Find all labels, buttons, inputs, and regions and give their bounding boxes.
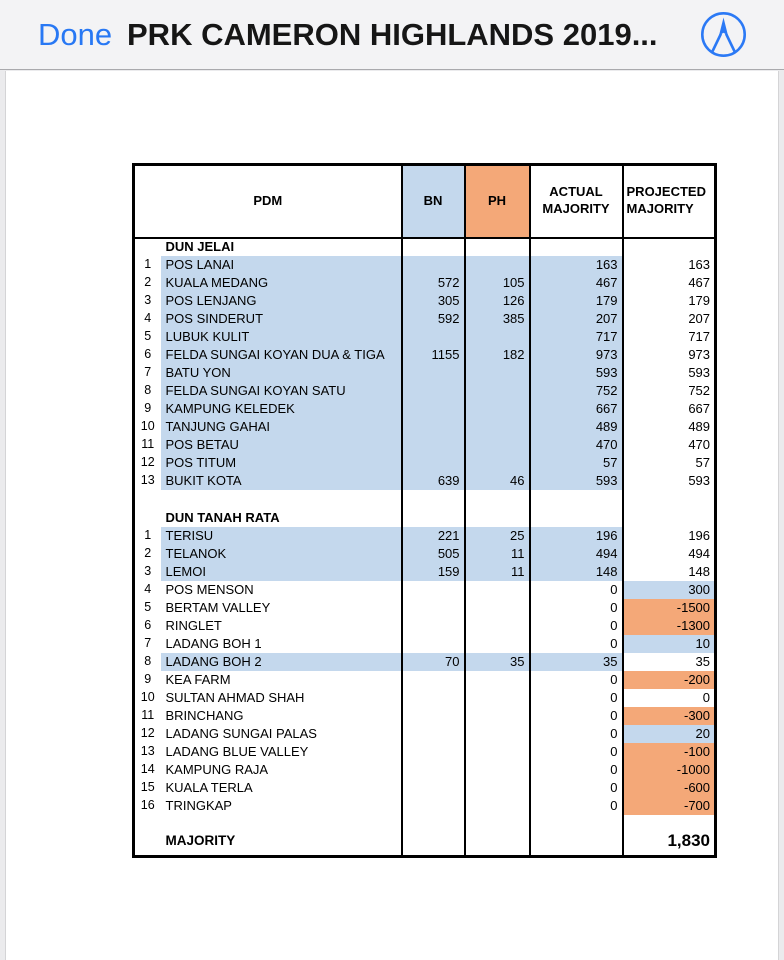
table-row bbox=[134, 653, 716, 671]
actual-value: 0 bbox=[530, 599, 623, 617]
actual-value: 0 bbox=[530, 779, 623, 797]
row-num: 3 bbox=[144, 563, 152, 578]
bn-value bbox=[402, 364, 465, 382]
row-num: 12 bbox=[140, 454, 155, 469]
row-num: 6 bbox=[144, 346, 152, 361]
row-num: 11 bbox=[141, 707, 155, 722]
projected-value: 470 bbox=[623, 436, 716, 454]
section-name: DUN TANAH RATA bbox=[165, 509, 280, 525]
bn-value bbox=[402, 436, 465, 454]
bn-value bbox=[402, 256, 465, 274]
table-row bbox=[134, 346, 716, 364]
projected-value: 593 bbox=[623, 364, 716, 382]
ph-value: 11 bbox=[465, 563, 530, 581]
bn-value bbox=[402, 797, 465, 815]
pdm-name: FELDA SUNGAI KOYAN DUA & TIGA bbox=[161, 346, 402, 364]
ph-value bbox=[465, 617, 530, 635]
actual-value: 667 bbox=[530, 400, 623, 418]
 bbox=[530, 490, 623, 509]
row-num: 6 bbox=[144, 617, 152, 632]
projected-value: -300 bbox=[623, 707, 716, 725]
projected-value: -700 bbox=[623, 797, 716, 815]
ph-value: 126 bbox=[465, 292, 530, 310]
row-num bbox=[134, 238, 161, 256]
pdm-name: LADANG BOH 2 bbox=[161, 653, 402, 671]
 bbox=[161, 490, 402, 509]
actual-value: 57 bbox=[530, 454, 623, 472]
table-row bbox=[134, 635, 716, 653]
navigation-bar bbox=[0, 0, 784, 70]
header-projected-majority: PROJECTED MAJORITY bbox=[623, 165, 716, 238]
projected-value: 35 bbox=[623, 653, 716, 671]
actual-value: 179 bbox=[530, 292, 623, 310]
projected-value bbox=[623, 509, 716, 527]
pdm-name: LEMOI bbox=[161, 563, 402, 581]
projected-value: 300 bbox=[623, 581, 716, 599]
table-row bbox=[134, 545, 716, 563]
bn-value bbox=[402, 689, 465, 707]
row-num: 1 bbox=[144, 527, 152, 542]
ph-value bbox=[465, 725, 530, 743]
actual-value: 0 bbox=[530, 635, 623, 653]
projected-value bbox=[623, 238, 716, 256]
table-row bbox=[134, 779, 716, 797]
document-page bbox=[5, 71, 779, 960]
 bbox=[402, 490, 465, 509]
actual-value: 717 bbox=[530, 328, 623, 346]
actual-value: 196 bbox=[530, 527, 623, 545]
table-row bbox=[134, 256, 716, 274]
actual-value: 973 bbox=[530, 346, 623, 364]
projected-value: 207 bbox=[623, 310, 716, 328]
gap-row bbox=[134, 815, 716, 827]
ph-value: 35 bbox=[465, 653, 530, 671]
ph-value: 385 bbox=[465, 310, 530, 328]
ph-value: 11 bbox=[465, 545, 530, 563]
bn-value: 639 bbox=[402, 472, 465, 490]
projected-value: -1300 bbox=[623, 617, 716, 635]
table-footer bbox=[134, 815, 716, 857]
ph-value bbox=[465, 418, 530, 436]
row-num: 9 bbox=[144, 671, 152, 686]
bn-value bbox=[402, 581, 465, 599]
row-num: 10 bbox=[140, 689, 155, 704]
projected-value: 163 bbox=[623, 256, 716, 274]
actual-value: 0 bbox=[530, 617, 623, 635]
compass-pen-icon[interactable] bbox=[699, 10, 748, 59]
pdm-name: LADANG BLUE VALLEY bbox=[165, 743, 309, 759]
row-num: 10 bbox=[140, 418, 155, 433]
bn-value bbox=[402, 617, 465, 635]
bn-value bbox=[402, 707, 465, 725]
row-num: 15 bbox=[140, 779, 155, 794]
projected-value: -100 bbox=[623, 743, 716, 761]
bn-value bbox=[402, 238, 465, 256]
done-button[interactable]: Done bbox=[38, 16, 113, 52]
pdm-name: KUALA MEDANG bbox=[161, 274, 402, 292]
actual-value: 148 bbox=[530, 563, 623, 581]
actual-value: 163 bbox=[530, 256, 623, 274]
bn-value bbox=[402, 671, 465, 689]
bn-value: 305 bbox=[402, 292, 465, 310]
ph-value bbox=[465, 454, 530, 472]
projected-value: 179 bbox=[623, 292, 716, 310]
row-num: 1 bbox=[144, 256, 152, 271]
table-row bbox=[134, 599, 716, 617]
majority-row bbox=[134, 827, 716, 857]
actual-value: 207 bbox=[530, 310, 623, 328]
ph-value bbox=[465, 743, 530, 761]
ph-value bbox=[465, 779, 530, 797]
ph-value bbox=[465, 689, 530, 707]
row-num: 16 bbox=[140, 797, 155, 812]
bn-value bbox=[402, 761, 465, 779]
projected-value: 196 bbox=[623, 527, 716, 545]
row-num: 13 bbox=[140, 472, 155, 487]
actual-value: 489 bbox=[530, 418, 623, 436]
 bbox=[623, 490, 716, 509]
pdm-name: FELDA SUNGAI KOYAN SATU bbox=[161, 382, 402, 400]
row-num: 13 bbox=[140, 743, 155, 758]
actual-value: 0 bbox=[530, 581, 623, 599]
actual-value: 752 bbox=[530, 382, 623, 400]
row-num: 8 bbox=[144, 653, 152, 668]
pdm-name: KAMPUNG KELEDEK bbox=[161, 400, 402, 418]
projected-value: 494 bbox=[623, 545, 716, 563]
section-header-row bbox=[134, 238, 716, 256]
majority-value: 1,830 bbox=[623, 827, 716, 857]
ph-value bbox=[465, 364, 530, 382]
section-name: DUN JELAI bbox=[165, 239, 235, 255]
row-num: 3 bbox=[144, 292, 152, 307]
pdm-name: LADANG SUNGAI PALAS bbox=[165, 725, 317, 741]
ph-value bbox=[465, 238, 530, 256]
pdm-name: TELANOK bbox=[161, 545, 402, 563]
bn-value bbox=[402, 454, 465, 472]
pdm-name: LADANG BOH 1 bbox=[165, 635, 262, 651]
ph-value bbox=[465, 436, 530, 454]
bn-value bbox=[402, 635, 465, 653]
actual-value: 0 bbox=[530, 689, 623, 707]
actual-value: 467 bbox=[530, 274, 623, 292]
table-row bbox=[134, 689, 716, 707]
actual-value: 0 bbox=[530, 671, 623, 689]
projected-value: 489 bbox=[623, 418, 716, 436]
actual-value bbox=[530, 238, 623, 256]
 bbox=[465, 490, 530, 509]
row-num: 12 bbox=[140, 725, 155, 740]
table-row bbox=[134, 364, 716, 382]
ph-value bbox=[465, 761, 530, 779]
actual-value: 0 bbox=[530, 797, 623, 815]
 bbox=[134, 490, 161, 509]
projected-value: -600 bbox=[623, 779, 716, 797]
projected-value: 10 bbox=[623, 635, 716, 653]
table-row bbox=[134, 418, 716, 436]
bn-value bbox=[402, 725, 465, 743]
header-row bbox=[134, 165, 716, 238]
projected-value: -1500 bbox=[623, 599, 716, 617]
table-row bbox=[134, 761, 716, 779]
ph-value bbox=[465, 382, 530, 400]
pdm-name: POS TITUM bbox=[161, 454, 402, 472]
projected-value: -200 bbox=[623, 671, 716, 689]
bn-value: 1155 bbox=[402, 346, 465, 364]
row-num: 5 bbox=[144, 328, 152, 343]
projected-value: 752 bbox=[623, 382, 716, 400]
bn-value bbox=[402, 400, 465, 418]
pdm-name: SULTAN AHMAD SHAH bbox=[165, 689, 305, 705]
table-row bbox=[134, 671, 716, 689]
projected-value: 717 bbox=[623, 328, 716, 346]
table-row bbox=[134, 400, 716, 418]
pdm-name: BRINCHANG bbox=[165, 707, 244, 723]
pdm-name: TERISU bbox=[161, 527, 402, 545]
ph-value bbox=[465, 328, 530, 346]
projected-value: 467 bbox=[623, 274, 716, 292]
bn-value: 592 bbox=[402, 310, 465, 328]
pdm-name: BATU YON bbox=[161, 364, 402, 382]
projected-value: 0 bbox=[623, 689, 716, 707]
bn-value bbox=[402, 418, 465, 436]
pdm-name: BERTAM VALLEY bbox=[165, 599, 271, 615]
table-row bbox=[134, 743, 716, 761]
row-num: 7 bbox=[144, 635, 152, 650]
pdm-name: LUBUK KULIT bbox=[161, 328, 402, 346]
projected-value: 148 bbox=[623, 563, 716, 581]
actual-value: 593 bbox=[530, 364, 623, 382]
bn-value: 505 bbox=[402, 545, 465, 563]
pdm-name: TANJUNG GAHAI bbox=[161, 418, 402, 436]
projected-value: -1000 bbox=[623, 761, 716, 779]
row-num: 4 bbox=[144, 310, 152, 325]
ph-value bbox=[465, 707, 530, 725]
projected-value: 20 bbox=[623, 725, 716, 743]
bn-value: 70 bbox=[402, 653, 465, 671]
ph-value: 182 bbox=[465, 346, 530, 364]
actual-value: 0 bbox=[530, 725, 623, 743]
pdm-name: KEA FARM bbox=[165, 671, 231, 687]
election-results-table bbox=[132, 163, 717, 858]
table-row bbox=[134, 563, 716, 581]
bn-value: 159 bbox=[402, 563, 465, 581]
ph-value bbox=[465, 671, 530, 689]
table-row bbox=[134, 797, 716, 815]
table-row bbox=[134, 454, 716, 472]
row-num: 9 bbox=[144, 400, 152, 415]
bn-value bbox=[402, 779, 465, 797]
projected-value: 973 bbox=[623, 346, 716, 364]
ph-value bbox=[465, 797, 530, 815]
pdm-name: POS SINDERUT bbox=[161, 310, 402, 328]
actual-value: 35 bbox=[530, 653, 623, 671]
majority-label: MAJORITY bbox=[165, 832, 236, 848]
row-num bbox=[134, 509, 161, 527]
pdm-name: RINGLET bbox=[165, 617, 222, 633]
bn-value bbox=[402, 509, 465, 527]
table-row bbox=[134, 274, 716, 292]
table-row bbox=[134, 527, 716, 545]
pdm-name: BUKIT KOTA bbox=[161, 472, 402, 490]
ph-value bbox=[465, 400, 530, 418]
table-header bbox=[134, 165, 716, 238]
ph-value bbox=[465, 599, 530, 617]
pdm-name: POS LENJANG bbox=[161, 292, 402, 310]
actual-value: 0 bbox=[530, 707, 623, 725]
bn-value bbox=[402, 382, 465, 400]
bn-value: 221 bbox=[402, 527, 465, 545]
header-actual-majority: ACTUAL MAJORITY bbox=[530, 165, 623, 238]
ph-value bbox=[465, 635, 530, 653]
row-num: 7 bbox=[144, 364, 152, 379]
bn-value bbox=[402, 743, 465, 761]
pdm-name: KUALA TERLA bbox=[165, 779, 253, 795]
actual-value: 470 bbox=[530, 436, 623, 454]
ph-value: 46 bbox=[465, 472, 530, 490]
ph-value: 25 bbox=[465, 527, 530, 545]
table-row bbox=[134, 581, 716, 599]
row-num: 2 bbox=[144, 274, 152, 289]
header-bn: BN bbox=[402, 165, 465, 238]
header-pdm: PDM bbox=[134, 165, 402, 238]
table-row bbox=[134, 310, 716, 328]
row-num: 4 bbox=[144, 581, 152, 596]
actual-value bbox=[530, 509, 623, 527]
row-num: 2 bbox=[144, 545, 152, 560]
bn-value: 572 bbox=[402, 274, 465, 292]
table-body bbox=[134, 238, 716, 815]
actual-value: 494 bbox=[530, 545, 623, 563]
pdm-name: POS LANAI bbox=[161, 256, 402, 274]
ph-value: 105 bbox=[465, 274, 530, 292]
bn-value bbox=[402, 328, 465, 346]
table-row bbox=[134, 436, 716, 454]
table-row bbox=[134, 472, 716, 490]
table-row bbox=[134, 328, 716, 346]
pdm-name: POS BETAU bbox=[161, 436, 402, 454]
row-num: 14 bbox=[140, 761, 155, 776]
table-row bbox=[134, 292, 716, 310]
actual-value: 593 bbox=[530, 472, 623, 490]
table-row bbox=[134, 725, 716, 743]
ph-value bbox=[465, 581, 530, 599]
ph-value bbox=[465, 256, 530, 274]
table-row bbox=[134, 382, 716, 400]
document-title: PRK CAMERON HIGHLANDS 2019... bbox=[127, 16, 658, 52]
header-ph: PH bbox=[465, 165, 530, 238]
actual-value: 0 bbox=[530, 743, 623, 761]
row-num: 5 bbox=[144, 599, 152, 614]
projected-value: 57 bbox=[623, 454, 716, 472]
projected-value: 593 bbox=[623, 472, 716, 490]
table-row bbox=[134, 617, 716, 635]
table-row bbox=[134, 707, 716, 725]
pdm-name: KAMPUNG RAJA bbox=[165, 761, 269, 777]
actual-value: 0 bbox=[530, 761, 623, 779]
bn-value bbox=[402, 599, 465, 617]
spacer-row bbox=[134, 490, 716, 509]
row-num: 11 bbox=[141, 436, 155, 451]
pdm-name: TRINGKAP bbox=[165, 797, 232, 813]
projected-value: 667 bbox=[623, 400, 716, 418]
pdm-name: POS MENSON bbox=[165, 581, 254, 597]
section-header-row bbox=[134, 509, 716, 527]
row-num: 8 bbox=[144, 382, 152, 397]
ph-value bbox=[465, 509, 530, 527]
